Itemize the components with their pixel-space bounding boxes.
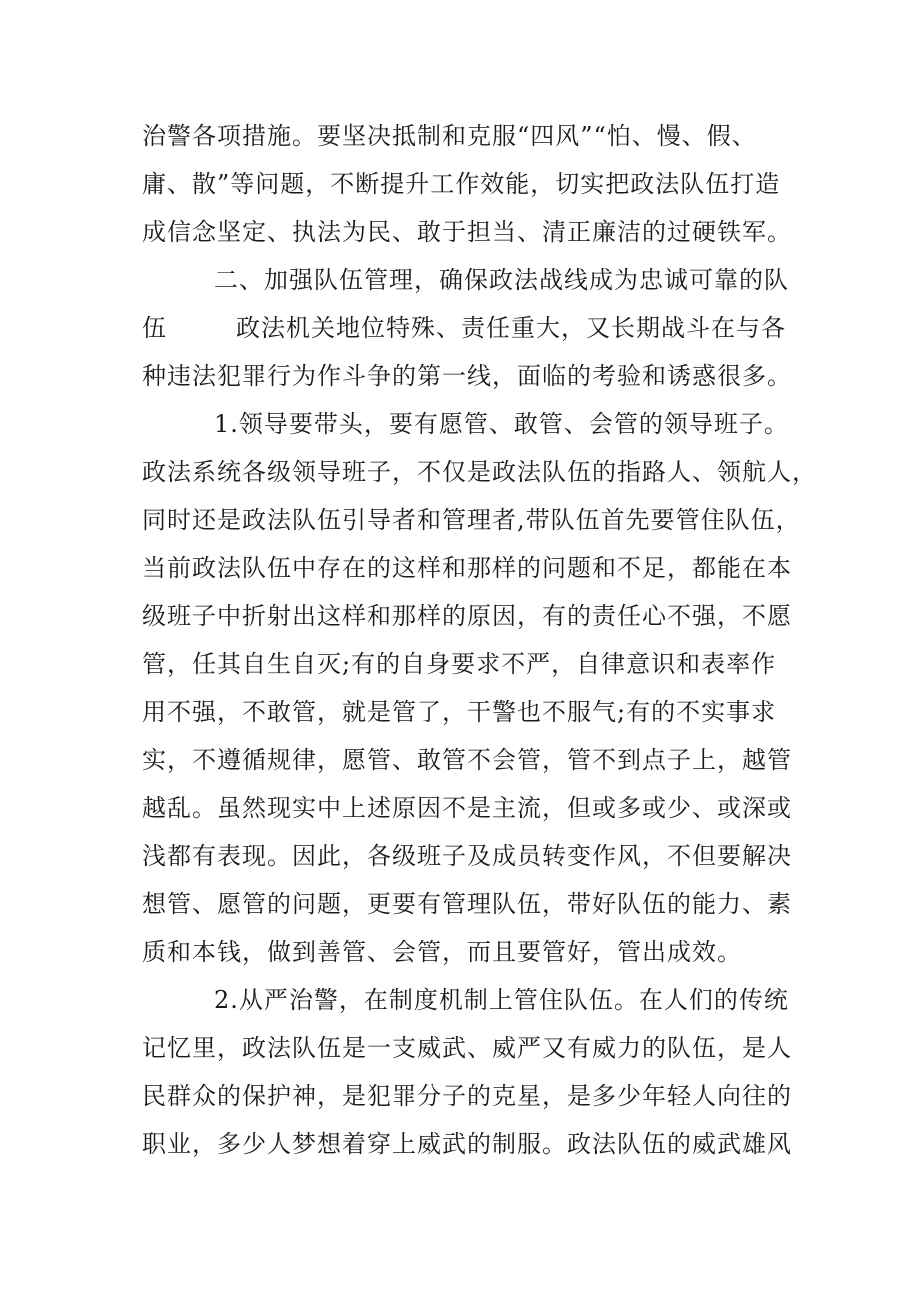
paragraph-heading-line: 1.领导要带头，要有愿管、敢管、会管的领导班子。	[214, 410, 789, 438]
text-line: 想管、愿管的问题，更要有管理队伍，带好队伍的能力、素	[142, 890, 792, 918]
text-line: 职业，多少人梦想着穿上威武的制服。政法队伍的威武雄风	[142, 1130, 792, 1158]
text-line: 政法系统各级领导班子，不仅是政法队伍的指路人、领航人，	[142, 458, 817, 486]
text-line: 种违法犯罪行为作斗争的第一线，面临的考验和诱惑很多。	[142, 362, 792, 390]
text-line: 浅都有表现。因此，各级班子及成员转变作风，不但要解决	[142, 842, 792, 870]
paragraph-heading-line: 2.从严治警，在制度机制上管住队伍。在人们的传统	[214, 986, 789, 1014]
section-heading-line: 二、加强队伍管理，确保政法战线成为忠诚可靠的队	[214, 266, 789, 294]
text-line: 当前政法队伍中存在的这样和那样的问题和不足，都能在本	[142, 554, 792, 582]
text-line: 庸、散”等问题，不断提升工作效能，切实把政法队伍打造	[142, 170, 781, 198]
text-line: 实，不遵循规律，愿管、敢管不会管，管不到点子上，越管	[142, 746, 792, 774]
text-line: 用不强，不敢管，就是管了，干警也不服气;有的不实事求	[142, 698, 777, 726]
text-line: 同时还是政法队伍引导者和管理者,带队伍首先要管住队伍，	[142, 506, 801, 534]
text-line: 级班子中折射出这样和那样的原因，有的责任心不强，不愿	[142, 602, 792, 630]
text-line: 伍 政法机关地位特殊、责任重大，又长期战斗在与各	[142, 314, 787, 342]
text-line: 成信念坚定、执法为民、敢于担当、清正廉洁的过硬铁军。	[142, 218, 792, 246]
text-line: 记忆里，政法队伍是一支威武、威严又有威力的队伍，是人	[142, 1034, 792, 1062]
text-line: 管，任其自生自灭;有的自身要求不严，自律意识和表率作	[142, 650, 777, 678]
text-line: 民群众的保护神，是犯罪分子的克星，是多少年轻人向往的	[142, 1082, 792, 1110]
text-line: 质和本钱，做到善管、会管，而且要管好，管出成效。	[142, 938, 742, 966]
text-line: 治警各项措施。要坚决抵制和克服“四风”“怕、慢、假、	[142, 122, 757, 150]
text-line: 越乱。虽然现实中上述原因不是主流，但或多或少、或深或	[142, 794, 792, 822]
